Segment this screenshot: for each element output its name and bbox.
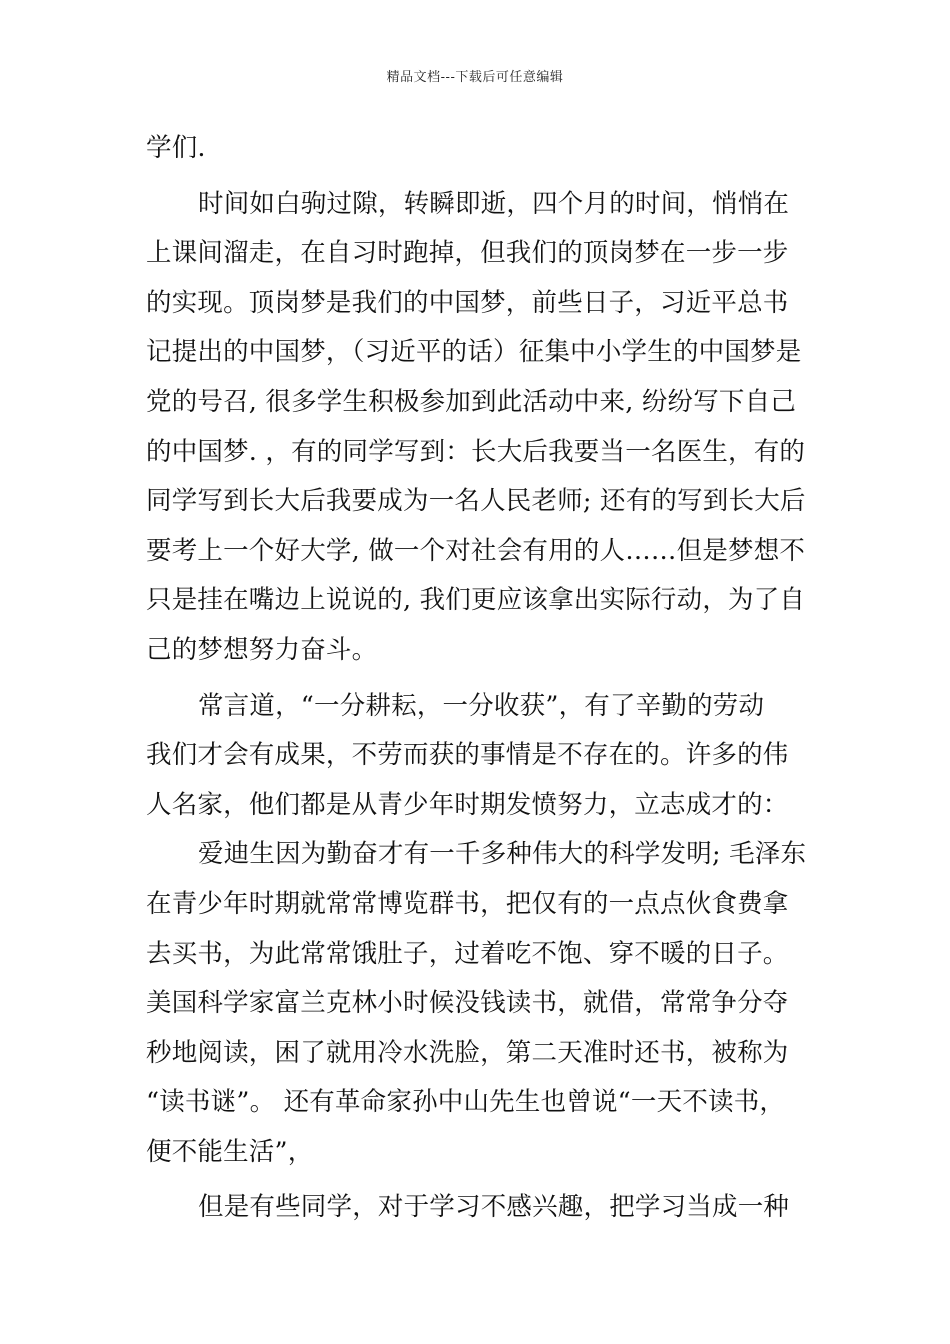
text-line: 的中国梦. ，有的同学写到：长大后我要当一名医生，有的: [146, 436, 806, 467]
text-line: 同学写到长大后我要成为一名人民老师; 还有的写到长大后: [146, 486, 806, 517]
text-line: 学们.: [146, 133, 206, 163]
text-line: 记提出的中国梦，（习近平的话）征集中小学生的中国梦是: [146, 337, 802, 368]
text-line: 在青少年时期就常常博览群书，把仅有的一点点伙食费拿: [146, 888, 789, 919]
text-line: 美国科学家富兰克林小时候没钱读书，就借，常常争分夺: [146, 988, 789, 1019]
document-body: [146, 124, 811, 1233]
text-line: 上课间溜走，在自习时跑掉，但我们的顶岗梦在一步一步: [146, 238, 789, 269]
paragraph-start-line: 但是有些同学，对于学习不感兴趣，把学习当成一种: [198, 1192, 790, 1223]
text-line: 秒地阅读，困了就用冷水洗脸，第二天准时还书，被称为: [146, 1037, 789, 1068]
text-line: “读书谜”。 还有革命家孙中山先生也曾说“一天不读书，: [146, 1087, 786, 1118]
text-line: 人名家，他们都是从青少年时期发愤努力，立志成才的：: [146, 789, 789, 820]
text-line: 党的号召, 很多学生积极参加到此活动中来, 纷纷写下自己: [146, 386, 797, 417]
page-header: 精品文档---下载后可任意编辑: [386, 70, 564, 85]
text-line: 我们才会有成果，不劳而获的事情是不存在的。许多的伟: [146, 740, 789, 771]
text-line: 己的梦想努力奋斗。: [146, 634, 378, 665]
paragraph-start-line: 常言道，“一分耕耘，一分收获”，有了辛勤的劳动: [198, 690, 765, 721]
text-line: 的实现。顶岗梦是我们的中国梦，前些日子，习近平总书: [146, 287, 789, 318]
paragraph-start-line: 爱迪生因为勤奋才有一千多种伟大的科学发明; 毛泽东: [198, 839, 807, 870]
paragraph-start-line: 时间如白驹过隙，转瞬即逝，四个月的时间，悄悄在: [198, 188, 790, 219]
text-line: 去买书，为此常常饿肚子，过着吃不饱、穿不暖的日子。: [146, 938, 789, 969]
text-line: 便不能生活”，: [146, 1136, 314, 1167]
text-line: 要考上一个好大学, 做一个对社会有用的人……但是梦想不: [146, 535, 806, 566]
text-line: 只是挂在嘴边上说说的, 我们更应该拿出实际行动，为了自: [146, 585, 806, 616]
